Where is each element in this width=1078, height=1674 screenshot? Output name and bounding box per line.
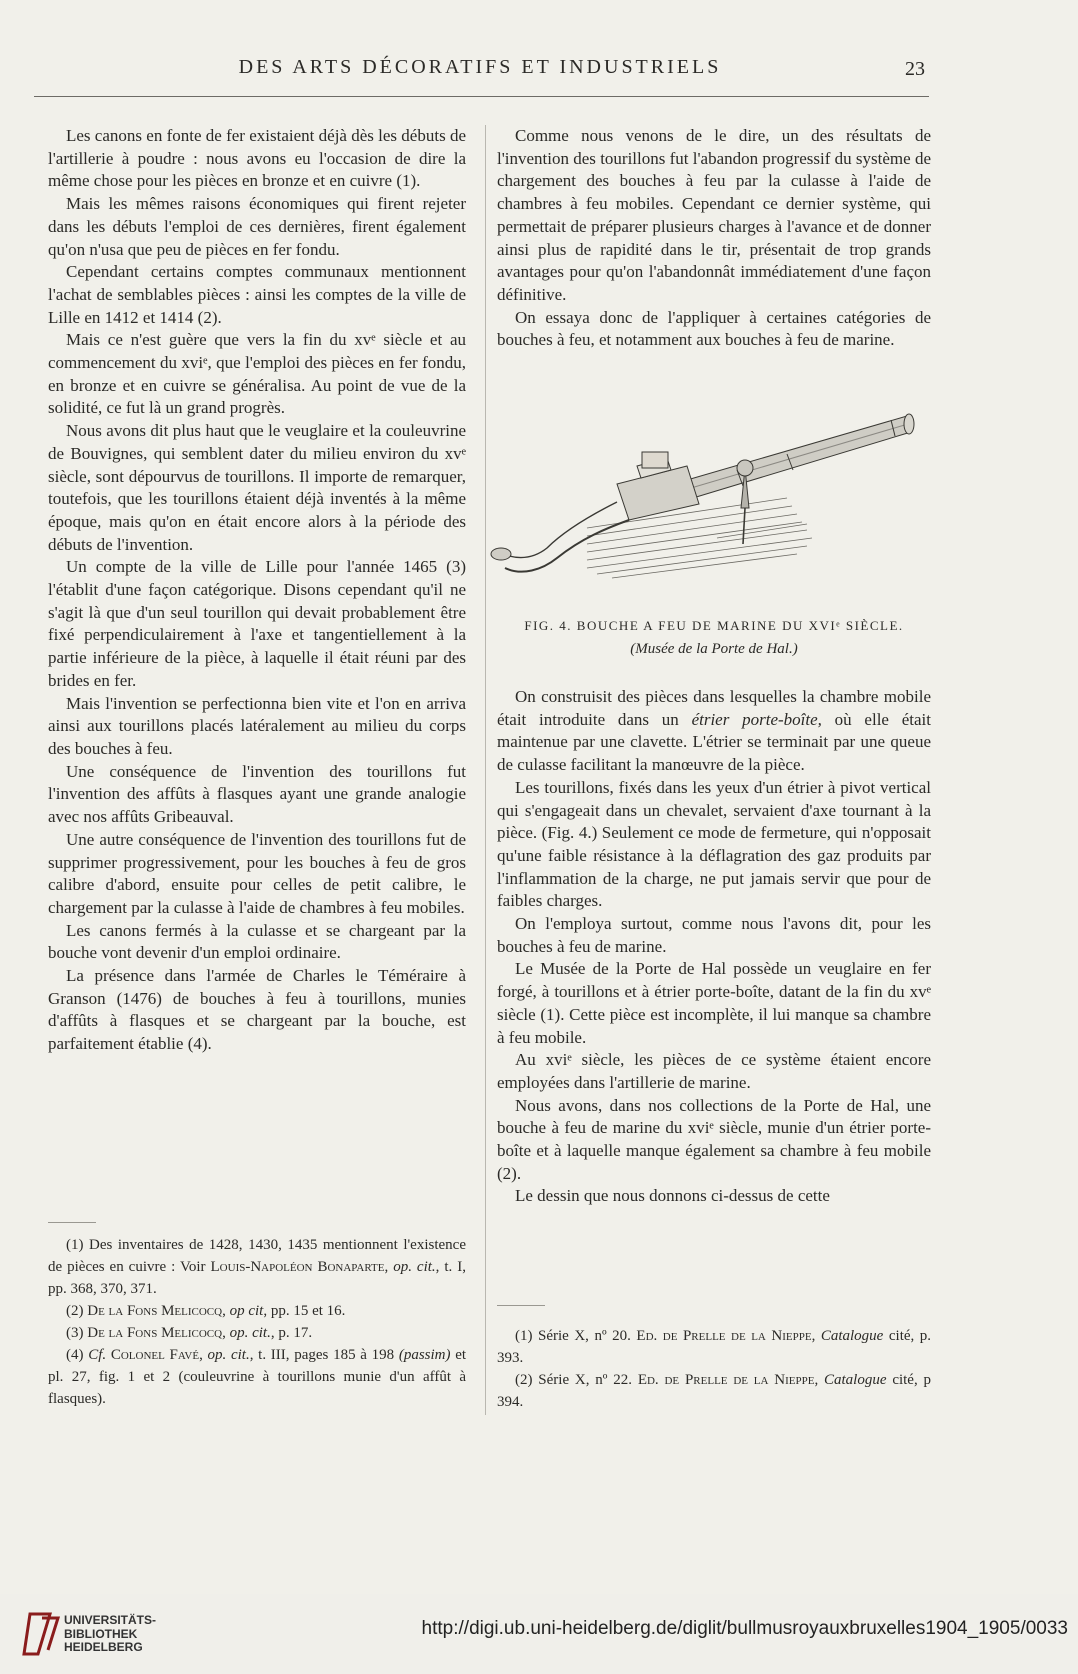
- library-name: UNIVERSITÄTS- BIBLIOTHEK HEIDELBERG: [64, 1613, 157, 1654]
- paragraph: Les canons en fonte de fer existaient déjà dès les débuts de l'artillerie à poudre : nous avons eu l'occasion de dire la même chose pour les pièces en bronze et en cuivre (1).: [48, 126, 466, 191]
- paragraph: Comme nous venons de le dire, un des résultats de l'invention des tourillons fut l'abandon progressif du système de chargement des bouches à feu par la culasse à l'aide de chambres à feu mobiles. Cependant ce dernier système, qui permettait de préparer plusieurs charges à l'avance et de donner ainsi plus de rapidité dans le tir, présentait de trop grands avantages pour qu'on l'abandonnât immédiatement d'une façon définitive.: [497, 126, 931, 304]
- paragraph: Cependant certains comptes communaux mentionnent l'achat de semblables pièces : ainsi les comptes de la ville de Lille en 1412 et 1414 (2).: [48, 262, 466, 327]
- right-footnotes: [497, 1325, 931, 1413]
- running-title: DES ARTS DÉCORATIFS ET INDUSTRIELS: [238, 56, 722, 78]
- paragraph: Mais ce n'est guère que vers la fin du xvᵉ siècle et au commencement du xviᵉ, que l'emploi des pièces en fer fondu, en bronze et en cuivre se généralisa. Au point de vue de la solidité, ce fut là un grand progrès.: [48, 330, 466, 418]
- paragraph: Mais l'invention se perfectionna bien vite et l'on en arriva ainsi aux tourillons placés latéralement au milieu du corps des bouches à feu.: [48, 693, 466, 758]
- paragraph: Le Musée de la Porte de Hal possède un veuglaire en fer forgé, à tourillons et à étrier porte-boîte, datant de la fin du xvᵉ siècle (1). Cette pièce est incomplète, il lui manque sa chambre à feu mobile.: [497, 959, 931, 1047]
- source-url-link[interactable]: http://digi.ub.uni-heidelberg.de/diglit/bullmusroyauxbruxelles1904_1905/0033: [421, 1618, 1068, 1639]
- figure-source: (Musée de la Porte de Hal.): [630, 641, 798, 657]
- cannon-illustration: [487, 408, 931, 608]
- right-column-bottom: [497, 686, 931, 1208]
- paragraph: Nous avons dit plus haut que le veuglaire et la couleuvrine de Bouvignes, qui semblent dater du milieu environ du xvᵉ siècle, sont dépourvus de tourillons. Il importe de remarquer, toutefois, que les tourillons étaient déjà inventés à la même époque, mais qu'on en était encore alors à la période des débuts de l'invention.: [48, 421, 466, 554]
- footnote-rule: [48, 1222, 96, 1223]
- left-footnotes: [48, 1234, 466, 1410]
- footnote: (1) Série X, nº 20. Ed. de Prelle de la Nieppe, Catalogue cité, p. 393.: [497, 1328, 932, 1366]
- paragraph: Une autre conséquence de l'invention des tourillons fut de supprimer progressivement, pour les bouches à feu de gros calibre d'abord, ensuite pour celles de petit calibre, le chargement par la culasse à l'aide de chambres à feu mobiles.: [48, 829, 466, 917]
- paragraph: Un compte de la ville de Lille pour l'année 1465 (3) l'établit d'une façon catégorique. Disons cependant qu'il ne s'agit là que d'un seul tourillon qui devait probablement être fixé perpendiculairement à l'axe et tangentiellement à la partie inférieure de la pièce, à laquelle il était réuni par des brides en fer.: [48, 557, 466, 690]
- paragraph: Les canons fermés à la culasse et se chargeant par la bouche vont devenir d'un emploi ordinaire.: [48, 920, 466, 963]
- page-number: 23: [905, 58, 925, 80]
- right-column-top: [497, 125, 931, 352]
- paragraph: Nous avons, dans nos collections de la Porte de Hal, une bouche à feu de marine du xviᵉ siècle, munie d'un étrier porte-boîte et à laquelle manque également sa chambre à feu mobile (2).: [497, 1095, 931, 1183]
- library-logo-icon: [20, 1608, 68, 1660]
- paragraph: Le dessin que nous donnons ci-dessus de cette: [515, 1186, 830, 1206]
- paragraph: On l'employa surtout, comme nous l'avons dit, pour les bouches à feu de marine.: [497, 914, 931, 956]
- header-rule: [34, 96, 929, 97]
- paragraph: Au xviᵉ siècle, les pièces de ce système étaient encore employées dans l'artillerie de marine.: [497, 1050, 931, 1092]
- paragraph: Les tourillons, fixés dans les yeux d'un étrier à pivot vertical qui s'engageait dans un chevalet, servaient d'axe tournant à la pièce. (Fig. 4.) Seulement ce mode de fermeture, qui n'opposait qu'une faible résistance à la déflagration des gaz produits par l'inflammation de la charge, ne put jamais servir que pour de faibles charges.: [497, 777, 931, 911]
- viewer-footer: [0, 1594, 1078, 1674]
- paragraph: Une conséquence de l'invention des tourillons fut l'invention des affûts à flasques ayant une grande analogie avec nos affûts Gribeauval.: [48, 761, 466, 827]
- paragraph: Mais les mêmes raisons économiques qui firent rejeter dans les débuts l'emploi de ces dernières, firent également qu'on n'usa que peu de pièces en fer fondu.: [48, 194, 466, 259]
- footnote: (2) Série X, nº 22. Ed. de Prelle de la Nieppe, Catalogue cité, p 394.: [497, 1372, 932, 1410]
- paragraph: La présence dans l'armée de Charles le Téméraire à Granson (1476) de bouches à feu à tourillons, munies d'affûts à flasques et se chargeant par la bouche, est parfaitement établie (4).: [48, 966, 466, 1054]
- column-divider: [485, 125, 486, 1415]
- left-column: [48, 125, 466, 1056]
- paragraph: On essaya donc de l'appliquer à certaines catégories de bouches à feu, et notamment aux bouches à feu de marine.: [497, 307, 931, 350]
- footnote: (3) De la Fons Melicocq, op. cit., p. 17.: [66, 1325, 313, 1341]
- paragraph: On construisit des pièces dans lesquelles la chambre mobile était introduite dans un étrier porte-boîte, où elle était maintenue par une clavette. L'étrier se terminait par une queue de culasse facilitant la manœuvre de la pièce.: [497, 687, 931, 775]
- footnote: (4) Cf. Colonel Favé, op. cit., t. III, pages 185 à 198 (passim) et pl. 27, fig. 1 et 2 (couleuvrine à tourillons munie d'un affût à flasques).: [48, 1347, 467, 1407]
- figure-caption: FIG. 4. BOUCHE A FEU DE MARINE DU XVIᵉ SIÈCLE.: [524, 618, 904, 633]
- footnote-rule: [497, 1305, 545, 1306]
- footnote: (2) De la Fons Melicocq, op cit, pp. 15 et 16.: [66, 1303, 346, 1319]
- footnote: (1) Des inventaires de 1428, 1430, 1435 mentionnent l'existence de pièces en cuivre : Voir Louis-Napoléon Bonaparte, op. cit., t. I, pp. 368, 370, 371.: [48, 1237, 467, 1297]
